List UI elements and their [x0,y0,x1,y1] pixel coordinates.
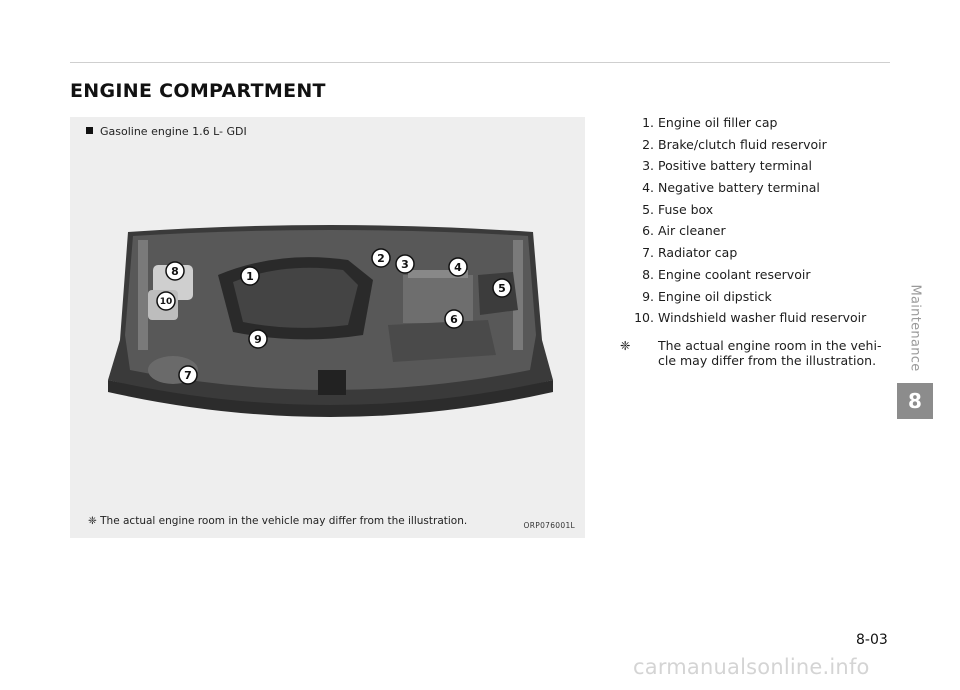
callout-10-label: 10 [159,297,173,307]
callout-7-label: 7 [184,369,192,382]
body-note [620,338,885,368]
figure-code: ORP076001L [523,521,575,530]
figure-caption: Gasoline engine 1.6 L- GDI [86,125,247,138]
square-bullet-icon [86,127,93,134]
callout-8-label: 8 [171,265,179,278]
callout-3-label: 3 [401,258,409,271]
callout-1-label: 1 [246,270,254,283]
chapter-tab[interactable]: 8 [897,383,933,419]
note-mark-icon: ❈ [620,338,631,353]
callout-9-label: 9 [254,333,262,346]
page-number: 8-03 [856,632,888,648]
top-rule [70,62,890,63]
left-strut [138,240,148,350]
air-cleaner-shape [388,320,496,362]
engine-compartment-illustration [108,220,553,420]
callout-2-label: 2 [377,252,385,265]
callout-5-label: 5 [498,282,506,295]
watermark: carmanualsonline.info [633,655,870,679]
callout-4-label: 4 [454,261,462,274]
callout-6-label: 6 [450,313,458,326]
latch-shape [318,370,346,395]
section-side-label: Maintenance [907,284,923,372]
figure-panel [70,117,585,538]
section-title: ENGINE COMPARTMENT [70,80,326,102]
figure-note: ❈ The actual engine room in the vehicle may differ from the illustration. [88,515,468,527]
note-text: The actual engine room in the vehi-cle may differ from the illustration. [658,338,882,368]
